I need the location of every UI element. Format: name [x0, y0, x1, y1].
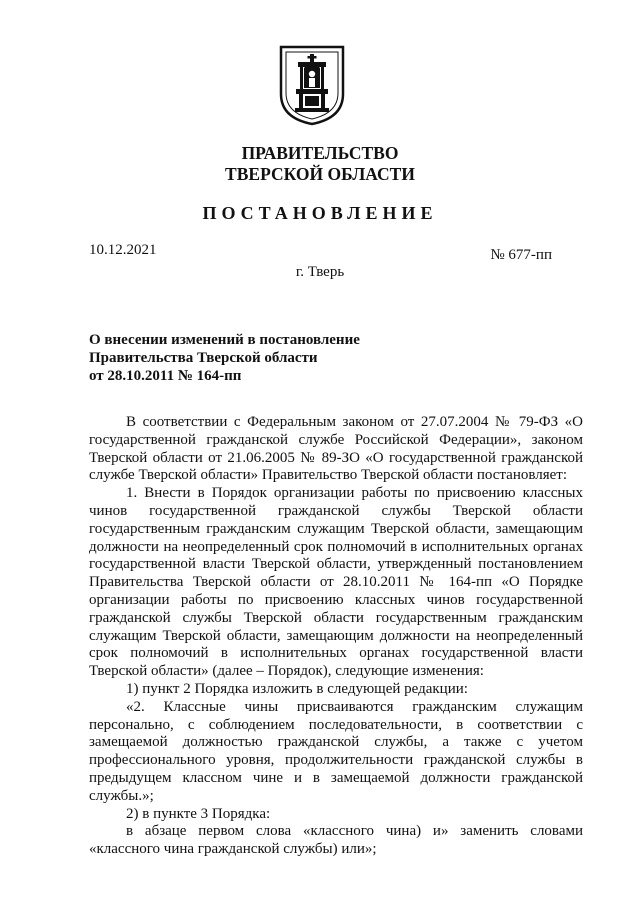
document-subject	[89, 331, 409, 385]
coat-of-arms-emblem	[278, 44, 346, 126]
body-paragraph-item-1: 1. Внести в Порядок организации работы по присвоению классных чинов государственной гражданской службы Тверской области государственным гражданским служащим Тверской области, замещающим должности на неопределенный срок полномочий в исполнительных органах государственной власти Тверской области, утвержденный постановлением Правительства Тверской области от 28.10.2011 № 164-пп «О Порядке организации работы по присвоению классных чинов государственной гражданской службы Тверской области государственным гражданским служащим Тверской области, замещающим должности на неопределенный срок полномочий в исполнительных органах государственной власти Тверской области» (далее – Порядок), следующие изменения:	[89, 485, 583, 680]
document-body	[89, 414, 583, 859]
body-paragraph-subitem-1: 1) пункт 2 Порядка изложить в следующей редакции:	[126, 680, 468, 697]
subject-line: Правительства Тверской области	[89, 350, 318, 366]
subject-line: О внесении изменений в постановление	[89, 332, 360, 348]
subject-line: от 28.10.2011 № 164-пп	[89, 368, 242, 384]
body-paragraph-amendment: в абзаце первом слова «классного чина) и» заменить словами «классного чина гражданской службы) или»;	[89, 823, 583, 858]
document-city: г. Тверь	[295, 264, 345, 280]
document-number: № 677-пп	[490, 247, 552, 263]
body-paragraph-subitem-2: 2) в пункте 3 Порядка:	[126, 805, 271, 822]
government-title-line2: ТВЕРСКОЙ ОБЛАСТИ	[225, 164, 415, 184]
document-type-title: ПОСТАНОВЛЕНИЕ	[202, 203, 438, 223]
document-date: 10.12.2021	[89, 242, 157, 258]
government-title-line1: ПРАВИТЕЛЬСТВО	[241, 143, 399, 163]
body-paragraph-preamble: В соответствии с Федеральным законом от 27.07.2004 № 79-ФЗ «О государственной гражданской службе Российской Федерации», законом Тверской области от 21.06.2005 № 89-ЗО «О государственной гражданской службе Тверской области» Правительство Тверской области постановляет:	[89, 414, 583, 484]
body-paragraph-quoted-clause-2: «2. Классные чины присваиваются гражданским служащим персонально, с соблюдением последовательности, в соответствии с замещаемой должностью гражданской службы, а также с учетом профессионального уровня, продолжительности гражданской службы в предыдущем классном чине и в замещаемой должности гражданской службы.»;	[89, 698, 583, 804]
